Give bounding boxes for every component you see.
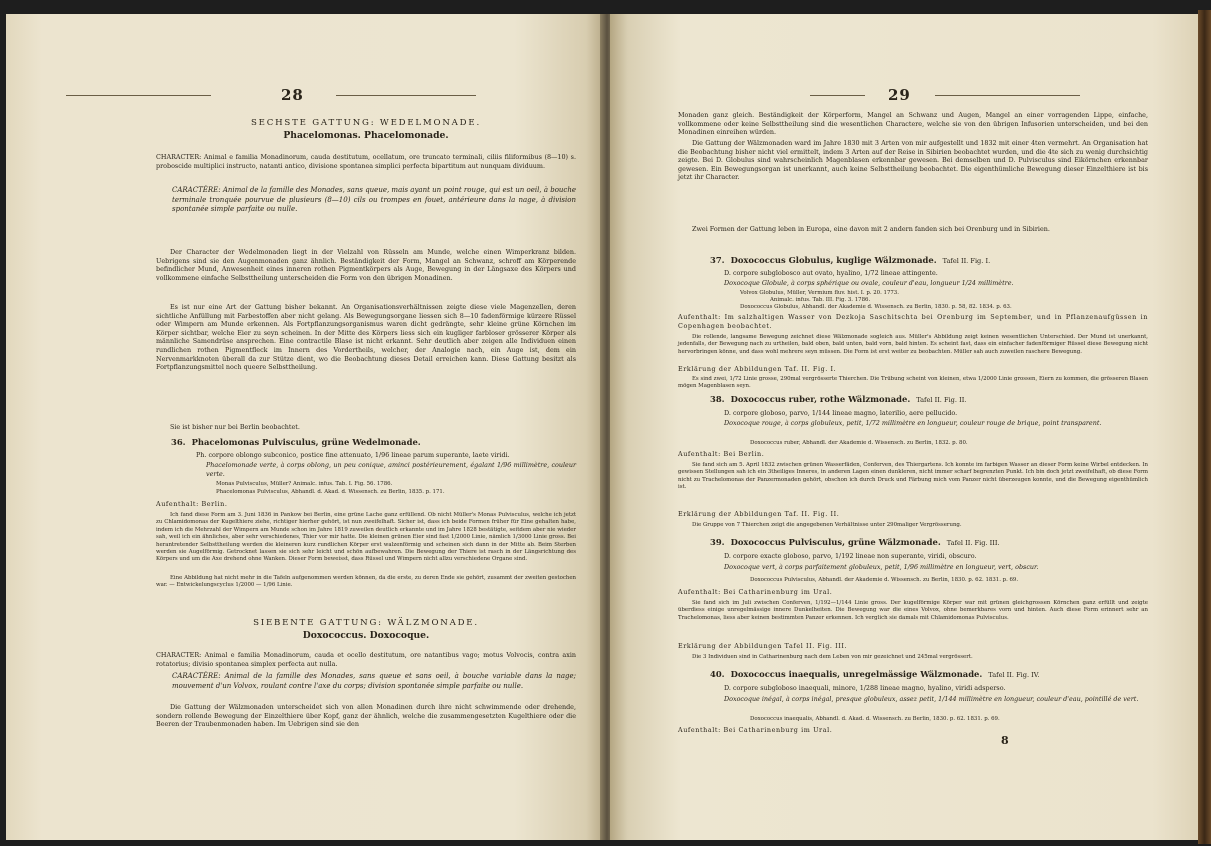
erklaerung-title: Erklärung der Abbildungen Taf. II. Fig. I. xyxy=(678,365,837,373)
aufenthalt: Aufenthalt: Bei Berlin. xyxy=(678,450,765,458)
paragraph: Die Gattung der Wälzmonaden unterscheidet sich von allen Monadinen durch ihre nicht schwimmende oder drehende, sondern rollende Bewegung der Einzelthiere über Kopf, ganz der ähnlich, welche die zusammengesetzten Kugelthiere oder die Beeren der Traubenmonaden haben. Im Uebrigen sind sie den xyxy=(156,703,576,729)
species-38-heading xyxy=(710,394,1150,404)
species-text: Die rollende, langsame Bewegung zeichnet diese Wälzmonade sogleich aus. Müller's Abbildung zeigt keinen wesentlichen Unterschied. Der Mund ist unerkannt, jedenfalls, der Bewegung nach zu urtheilen, bald oben, bald unten, bald vorn, bald hinten. Es scheint fast, dass ein einfacher fadenförmiger Rüssel diese Bewegung nicht hervorbringen könne, und dass wohl mehrere seyn müssen. Die Form ist erst weiter zu beobachten. Müller sah auch zuweilen raschere Bewegung. xyxy=(678,334,1148,355)
header-rule-left xyxy=(66,95,211,96)
signature-mark: 8 xyxy=(1001,734,1009,747)
species-title: Doxococcus ruber, rothe Wälzmonade. xyxy=(730,394,911,404)
species-text: Ich fand diese Form am 3. Juni 1836 in Pankow bei Berlin, eine grüne Lache ganz erfüllend. Ob nicht Müller's Monas Pulvisculus, welche ich jetzt zu Chlamidomonas der Kugelthiere ziehe, richtiger hierher gehört, ist nun zweifelhaft. Sicher ist, dass ich beide Formen früher für Eine gehalten habe, indem ich die Mehrzahl der Wimpern am Munde schon im Jahre 1819 zuweilen deutlich erkannte und im Jahre 1828 bestätigte, seitdem aber nie wieder sah, weil ich ein ähnliches, aber sehr verschiedenes, Thier vor mir hatte. Die kleinen grünen Eier sind fast 1/2000 Linie, nämlich 1/3000 Linie gross. Bei herantretender Selbsttheilung werden die kleineren kurz rundlichen Körper erst walzenförmig und scheinen sich dann in der Mitte ab. Beim Sterben werden sie Augelförmig. Getrocknet lassen sie sich sehr leicht und schön aufbewahren. Die Bewegung der Thiere ist rasch in der Längsrichtung des Körpers und um die Axe drehend ohne Wanken. Dieser Form beweisst, dass Rüssel und Wimpern nicht allzu verschiedene Organe sind. xyxy=(156,512,576,563)
species-latin: D. corpore exacte globoso, parvo, 1/192 lineae non superante, viridi, obscuro. xyxy=(724,552,977,560)
page-number: 29 xyxy=(888,86,911,104)
species-36-heading xyxy=(171,437,571,447)
plate-reference: Tafel II. Fig. III. xyxy=(946,539,1000,547)
species-title: Doxococcus inaequalis, unregelmässige Wälzmonade. xyxy=(730,669,983,679)
erklaerung-title: Erklärung der Abbildungen Tafel II. Fig. III. xyxy=(678,642,848,650)
aufenthalt: Aufenthalt: Berlin. xyxy=(156,500,228,508)
erklaerung-text: Die 3 Individuen sind in Catharinenburg nach dem Leben von mir gezeichnet und 245mal vergrössert. xyxy=(692,654,973,660)
species-text: Eine Abbildung hat nicht mehr in die Tafeln aufgenommen werden können, da die erste, zu deren Ende sie gehört, zusammt der zweiten gestochen war. — Entwickelungscyclus 1/2000 — 1/96 Linie. xyxy=(156,575,576,589)
species-title: Doxococcus Globulus, kuglige Wälzmonade. xyxy=(730,255,937,265)
plate-reference: Tafel II. Fig. IV. xyxy=(988,671,1040,679)
plate-reference: Tafel II. Fig. II. xyxy=(916,396,967,404)
species-39-heading xyxy=(710,537,1150,547)
left-page xyxy=(6,14,604,840)
species-french: Doxocoque vert, à corps parfaitement globuleux, petit, 1/96 millimètre en longueur, vert, obscur. xyxy=(724,563,1039,571)
page-number: 28 xyxy=(281,86,304,104)
species-text: Sie fand sich im Juli zwischen Conferven, 1/192—1/144 Linie gross. Der kugelförmige Körper war mit grünen gleichgrossen Körnchen ganz erfüllt und zeigte überdiess einige unregelmässige innere Dunkelheiten. Die Bewegung war die eines Volvox, ohne bemerkbares vorn und hinten. Auch diese Form erinnert sehr an Trachelomonas, liess aber keinen bestimmten Panzer erkennen. Ich verglich sie damals mit Chlamidomonas Pulvisculus. xyxy=(678,600,1148,621)
paragraph: Monaden ganz gleich. Beständigkeit der Körperform, Mangel an Schwanz und Augen, Mangel an einer vorragenden Lippe, einfache, vollkommene oder keine Selbsttheilung sind die wesentlichen Charactere, welche sie von den übrigen Infusorien unterscheiden, und bei den Monadinen einreihen würden. xyxy=(678,111,1148,137)
species-latin: Ph. corpore oblongo subconico, postice fine attenuato, 1/96 lineae parum superante, laete viridi. xyxy=(196,451,510,459)
species-title: Phacelomonas Pulvisculus, grüne Wedelmonade. xyxy=(191,437,421,447)
species-text: Sie fand sich am 5. April 1832 zwischen grünen Wasserfäden, Conferven, des Thiergartens. Ich konnte im farbigen Wasser an dieser Form keine Wirbel entdecken. In gewissen Stellungen sah ich ein 3theiliges Inneres, in anderen Lagen einen dunkleren, nicht immer scharf begrenzten Punkt. Ich bin doch jetzt zweifelhaft, ob diese Form nicht zu Trachelomonas der Panzermonaden gehört, obschon ich durch Druck und Färbung mich vom Panzer nicht überzeugen konnte, und die Bewegung eigenthümlich ist. xyxy=(678,462,1148,491)
species-french: Phacelomonade verte, à corps oblong, un peu conique, aminci postérieurement, égalant 1/96 millimètre, couleur verte. xyxy=(206,461,576,478)
species-40-heading xyxy=(710,669,1150,679)
aufenthalt: Aufenthalt: Im salzhaltigen Wasser von Dezkoja Saschitschta bei Orenburg im September, und in Pflanzenaufgüssen in Copenhagen beobachtet. xyxy=(678,313,1148,330)
gattung7-header xyxy=(156,618,576,652)
reference: Animalc. infus. Tab. III. Fig. 3. 1786. xyxy=(770,297,871,303)
character-latin: CHARACTER: Animal e familia Monadinorum, cauda et ocello destitutum, ore natantibus vago; motus Volvocis, contra axin rotatorius; divisio spontanea simplex perfecta aut nulla. xyxy=(156,651,576,668)
paragraph: Die Gattung der Wälzmonaden ward im Jahre 1830 mit 3 Arten von mir aufgestellt und 1832 mit einer 4ten vermehrt. An Organisation hat die Beobachtung bisher nicht viel ermittelt, indem 3 Arten auf der Reise in Sibirien beobachtet wurden, und die 4te sich zu wenig durchsichtig zeigte. Bei D. Globulus sind wahrscheinlich Magenblasen erkennbar gewesen. Bei demselben und D. Pulvisculus sind Eikörnchen erkennbar gewesen. Ein Bewegungsorgan ist unerkannt, auch keine Selbsttheilung beobachtet. Die eigenthümliche Bewegung dieser Einzelthiere ist bis jetzt ihr Character. xyxy=(678,139,1148,182)
gattung-heading: SIEBENTE GATTUNG: WÄLZMONADE. xyxy=(253,618,479,628)
aufenthalt: Aufenthalt: Bei Catharinenburg im Ural. xyxy=(678,726,833,734)
header-rule-left xyxy=(810,95,865,96)
gattung-heading: SECHSTE GATTUNG: WEDELMONADE. xyxy=(251,118,481,128)
erklaerung-text: Die Gruppe von 7 Thierchen zeigt die angegebenen Verhältnisse unter 290maliger Vergrösserung. xyxy=(692,522,962,528)
reference: Phacelomonas Pulvisculus, Abhandl. d. Akad. d. Wissensch. zu Berlin, 1835. p. 171. xyxy=(216,489,445,495)
species-37-heading xyxy=(710,255,1150,265)
gattung-name: Doxococcus. Doxocoque. xyxy=(302,630,430,641)
paragraph: Der Character der Wedelmonaden liegt in der Vielzahl von Rüsseln am Munde, welche einen Wimperkranz bilden. Uebrigens sind sie den Augenmonaden ganz ähnlich. Beständigkeit der Form, Mangel an Schwanz, schroff am Körperende befindlicher Mund, Anwesenheit eines inneren rothen Pigmentkörpers als Auge, Bewegung in der Längsaxe des Körpers und vollkommene einfache Selbsttheilung unterscheiden die Form von den übrigen Monadinen. xyxy=(156,248,576,282)
species-number: 37. xyxy=(710,255,725,265)
book-edge xyxy=(1198,10,1211,844)
species-title: Doxococcus Pulvisculus, grüne Wälzmonade. xyxy=(730,537,941,547)
species-french: Doxocoque rouge, à corps globuleux, petit, 1/72 millimètre en longueur, couleur rouge de brique, point transparent. xyxy=(724,419,1102,427)
header-rule-right xyxy=(935,95,1080,96)
reference: Doxococcus Pulvisculus, Abhandl. der Akademie d. Wissensch. zu Berlin, 1830. p. 62. 1831. p. 69. xyxy=(750,577,1019,583)
erklaerung-title: Erklärung der Abbildungen Taf. II. Fig. II. xyxy=(678,510,840,518)
reference: Volvox Globulus, Müller, Vermium fluv. hist. I. p. 20. 1773. xyxy=(740,290,899,296)
species-number: 39. xyxy=(710,537,725,547)
gattung-name: Phacelomonas. Phacelomonade. xyxy=(283,130,449,141)
species-number: 36. xyxy=(171,437,186,447)
reference: Monas Pulvisculus, Müller? Animalc. infus. Tab. I. Fig. 56. 1786. xyxy=(216,481,393,487)
plate-reference: Tafel II. Fig. I. xyxy=(942,257,991,265)
right-page xyxy=(610,14,1200,840)
gattung6-header xyxy=(156,118,576,152)
header-rule-right xyxy=(336,95,476,96)
species-number: 40. xyxy=(710,669,725,679)
species-latin: D. corpore subglobosco aut ovato, hyalino, 1/72 lineae attingente. xyxy=(724,269,938,277)
species-french: Doxocoque Globule, à corps sphérique ou ovale, couleur d'eau, longueur 1/24 millimètre. xyxy=(724,279,1014,287)
aufenthalt: Aufenthalt: Bei Catharinenburg im Ural. xyxy=(678,588,833,596)
species-french: Doxocoque inégal, à corps inégal, presque globuleux, assez petit, 1/144 millimètre en longueur, couleur d'eau, pointillé de vert. xyxy=(724,695,1139,703)
paragraph: Es ist nur eine Art der Gattung bisher bekannt. An Organisationsverhältnissen zeigte diese viele Magenzellen, deren sichtliche Anfüllung mit Farbestoffen aber nicht gelang. Als Bewegungsorgane liessen sich 8—10 fadenförmige kürzere Rüssel oder Wimpern am Munde erkennen. Als Fortpflanzungsorganismus waren dicht gedrängte, sehr kleine grüne Körnchen im Körper sichtbar, welche Eier zu seyn scheinen. In der Mitte des Körpers liess sich ein kugliger farbloser grösserer Körper als männliche Samendrüse ansprechen. Eine contractile Blase ist nicht erkannt. Sehr deutlich aber zeigen alle Individuen einen rundlichen rothen Pigmentfleck im Innern des Vordertheils, welcher, der Analogie nach, ein Auge ist, dem ein Nervenmarkknoten überall da zur Stütze dient, wo die Beobachtung dieses Detail erreichen kann. Diese Gattung besitzt als Fortpflanzungsmittel noch queere Selbsttheilung. xyxy=(156,303,576,372)
paragraph: Sie ist bisher nur bei Berlin beobachtet. xyxy=(170,423,300,431)
paragraph: Zwei Formen der Gattung leben in Europa, eine davon mit 2 andern fanden sich bei Orenburg und in Sibirien. xyxy=(692,225,1050,233)
reference: Doxococcus inaequalis, Abhandl. d. Akad. d. Wissensch. zu Berlin, 1830. p. 62. 1831. p. 69. xyxy=(750,716,1000,722)
character-french: CARACTÈRE: Animal de la famille des Monades, sans queue et sans oeil, à bouche variable dans la nage; mouvement d'un Volvox, roulant contre l'axe du corps; division spontanée simple parfaite ou nulle. xyxy=(172,672,576,690)
species-number: 38. xyxy=(710,394,725,404)
character-latin: CHARACTER: Animal e familia Monadinorum, cauda destitutum, ocellatum, ore truncato terminali, ciliis filiformibus (8—10) s. proboscide multiplici instructo, natanti antico, divisione spontanea simplici perfecta bipartitum aut nunquam dividuum. xyxy=(156,153,576,170)
reference: Doxococcus Globulus, Abhandl. der Akademie d. Wissensch. zu Berlin, 1830. p. 58, 82. 1834. p. 63. xyxy=(740,304,1012,310)
species-latin: D. corpore subgloboso inaequali, minore, 1/288 lineae magno, hyalino, viridi adsperso. xyxy=(724,684,1006,692)
reference: Doxococcus ruber, Abhandl. der Akademie d. Wissensch. zu Berlin, 1832. p. 80. xyxy=(750,440,968,446)
species-latin: D. corpore globoso, parvo, 1/144 lineae magno, laterilio, aere pellucido. xyxy=(724,409,958,417)
erklaerung-text: Es sind zwei, 1/72 Linie grosse, 290mal vergrösserte Thierchen. Die Trübung scheint von kleinen, etwa 1/2000 Linie grossen, Eiern zu kommen, die grösseren Blasen mögen Magenblasen seyn. xyxy=(678,376,1148,390)
character-french: CARACTÈRE: Animal de la famille des Monades, sans queue, mais ayant un point rouge, qui est un oeil, à bouche terminale tronquée pourvue de plusieurs (8—10) cils ou trompes en fouet, antérieure dans la nage, à division spontanée simple parfaite ou nulle. xyxy=(172,186,576,214)
